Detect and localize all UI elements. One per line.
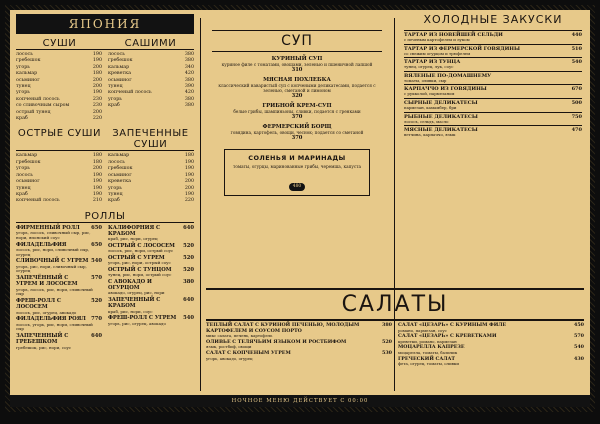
salad-name: ОЛИВЬЕ С ТЕЛЯЧЬИМ ЯЗЫКОМ И РОСТБИФОМ (206, 338, 347, 345)
baked-item-name: угорь (108, 185, 122, 191)
roll-item (16, 298, 102, 310)
sashimi-item-price: 380 (184, 103, 194, 109)
soup-desc: куриное филе с томатами, овощами, зеленью и пшеничной лапшой (221, 62, 373, 67)
sushi-item-price: 190 (92, 90, 102, 96)
sushi-item-name: гребешок (16, 58, 41, 64)
roll-name: ФИРМЕННЫЙ РОЛЛ (16, 224, 80, 231)
cold-desc: ветчина, карпаччо, язык (404, 132, 456, 138)
sushi-item-name: тунец (16, 84, 31, 90)
cold-price: 500 (571, 99, 582, 106)
sashimi-item-price: 380 (184, 58, 194, 64)
spicy-item-price: 180 (92, 159, 102, 165)
roll-name: ФРЕШ-РОЛЛ С ЛОСОСЕМ (16, 298, 62, 311)
cold-desc: со свежим огурцом и трюфелем (404, 50, 471, 56)
roll-desc: краб, рис, нори, соус (108, 308, 153, 314)
cold-desc: томаты, оливки, сыр (404, 77, 447, 83)
roll-desc: авокадо, огурец, рис, нори (108, 290, 165, 296)
salad-desc: моцарелла, томаты, базилик (398, 349, 458, 355)
sushi-item-name: осьминог (16, 77, 40, 83)
spicy-sushi-list (16, 153, 102, 204)
baked-sushi-heading: ЗАПЕЧЕННЫЕ СУШИ (112, 128, 189, 151)
salad-price: 570 (573, 333, 584, 340)
soup-item (212, 56, 382, 73)
soup-name: ГРИБНОЙ КРЕМ-СУП (262, 103, 332, 109)
sushi-item-name: угорь (16, 64, 30, 70)
baked-item-name: осьминог (108, 172, 132, 178)
baked-item-price: 190 (184, 191, 194, 197)
roll-price: 650 (91, 241, 102, 248)
soup-desc: белые грибы, шампиньоны, сливки, подается с гренками (233, 109, 361, 114)
salad-price: 520 (381, 338, 392, 345)
spicy-item-name: кальмар (16, 153, 38, 159)
salads-section (200, 288, 590, 400)
spicy-item-name: тунец (16, 185, 31, 191)
sushi-item-price: 200 (92, 109, 102, 115)
cold-price: 750 (571, 113, 582, 120)
soup-name: ФЕРМЕРСКИЙ БОРЩ (262, 124, 332, 130)
spicy-item-name: копченый лосось (16, 198, 60, 204)
soup-name: МЯСНАЯ ПОХЛЕБКА (263, 77, 331, 83)
salad-desc: угорь, авокадо, огурец (206, 355, 253, 361)
pickles-desc: томаты, огурцы, маринованные грибы, черемша, капуста (233, 164, 361, 169)
roll-desc: угорь, лосось, сливочный сыр, рис, нори, японский соус (16, 229, 91, 240)
soup-item (212, 124, 382, 141)
sushi-item-name: кальмар (16, 71, 38, 77)
baked-item-price: 190 (184, 172, 194, 178)
spicy-item-price: 180 (92, 153, 102, 159)
spicy-item-name: лосось (16, 172, 33, 178)
rolls-left-list (16, 225, 102, 352)
baked-sushi-list (108, 153, 194, 204)
spicy-item-price: 190 (92, 172, 102, 178)
sushi-item-price: 230 (92, 96, 102, 102)
salad-name: САЛАТ «ЦЕЗАРЬ» С КУРИНЫМ ФИЛЕ (398, 322, 507, 328)
roll-price: 540 (91, 258, 102, 265)
roll-name: ОСТРЫЙ С УГРЕМ (108, 254, 165, 261)
sashimi-item-name: креветка (108, 71, 131, 77)
spicy-item-name: угорь (16, 166, 30, 172)
cold-desc: с печеным картофелем и луком (404, 37, 470, 42)
baked-item-row (108, 198, 194, 204)
roll-desc: угорь, рис, огурец, авокадо (108, 320, 166, 326)
roll-name: КАЛИФОРНИЯ С КРАБОМ (108, 224, 161, 237)
baked-item-price: 190 (184, 159, 194, 165)
sushi-list (16, 52, 102, 122)
baked-item-name: краб (108, 198, 120, 204)
spicy-sushi-heading: ОСТРЫЕ СУШИ (17, 128, 102, 140)
sushi-item-price: 180 (92, 71, 102, 77)
sashimi-item-name: копченый лосось (108, 90, 152, 96)
sashimi-heading: САШИМИ (124, 38, 177, 49)
salad-name: ГРЕЧЕСКИЙ САЛАТ (398, 355, 455, 362)
sushi-item-price: 200 (92, 77, 102, 83)
cold-desc: пармезан, камамбер, бри (404, 104, 457, 110)
cold-title: ХОЛОДНЫЕ ЗАКУСКИ (423, 13, 563, 26)
cold-name: МЯСНЫЕ ДЕЛИКАТЕСЫ (404, 127, 478, 134)
sashimi-item-name: кальмар (108, 64, 130, 70)
cold-name: ТАРТАР ИЗ ТУНЦА (404, 59, 461, 66)
pickles-price: 480 (289, 183, 305, 191)
salad-price: 380 (381, 322, 392, 328)
sashimi-item-price: 380 (184, 52, 194, 57)
sushi-item-name: копченый лосось (16, 96, 60, 102)
cold-name: ТАРТАР ИЗ НОВЕЙШЕЙ СЕЛЬДИ (404, 32, 503, 38)
sashimi-item-price: 390 (184, 84, 194, 90)
sushi-item-price: 190 (92, 58, 102, 64)
sushi-item-name: со сливочным сыром (16, 103, 70, 109)
menu-sheet (10, 10, 590, 407)
sashimi-item-name: лосось (108, 52, 125, 57)
salad-desc: микс салата, печень, картофель (206, 333, 273, 339)
roll-desc: лосось, рис, нори, сливочный сыр, огурец (16, 246, 90, 257)
soup-name: КУРИНЫЙ СУП (271, 56, 323, 62)
cold-name: СЫРНЫЕ ДЕЛИКАТЕСЫ (404, 99, 478, 106)
baked-item-price: 180 (184, 153, 194, 159)
roll-item (16, 275, 102, 287)
baked-item-price: 190 (184, 166, 194, 172)
roll-desc: лосось, рис, нори, острый соус (108, 248, 174, 254)
sashimi-item-name: краб (108, 103, 120, 109)
spicy-item-name: краб (16, 191, 28, 197)
spicy-item-price: 210 (92, 198, 102, 204)
soup-desc: классический наваристый суп с копчеными деликатесами, подается с зеленью, сметаной и лимоном (218, 83, 376, 93)
night-menu-footer: НОЧНОЕ МЕНЮ ДЕЙСТВУЕТ С 00:00 (10, 395, 590, 407)
cold-name: ТАРТАР ИЗ ФЕРМЕРСКОЙ ГОВЯДИНЫ (404, 45, 521, 52)
roll-price: 520 (183, 254, 194, 261)
roll-name: С АВОКАДО И ОГУРЦОМ (108, 278, 152, 292)
rolls-right-list (108, 225, 194, 352)
salad-desc: романо, пармезан, соус (398, 327, 447, 333)
japan-column (10, 10, 200, 407)
salad-name: ТЕПЛЫЙ САЛАТ С КУРИНОЙ ПЕЧЕНЬЮ, МОЛОДЫМ КАРТОФЕЛЕМ И СОУСОМ ПОРТО (206, 322, 360, 334)
roll-desc: угорь, лосось, рис, нори, сливочный сыр (16, 286, 93, 297)
soup-item (212, 77, 382, 99)
roll-desc: угорь, рис, нори, острый соус (108, 260, 171, 266)
sushi-item-price: 200 (92, 64, 102, 70)
salad-price: 430 (573, 355, 584, 362)
baked-item-name: кальмар (108, 153, 130, 159)
spicy-item-price: 190 (92, 191, 102, 197)
spicy-item-row (16, 198, 102, 204)
roll-name: ЗАПЕЧЕННЫЙ С ГРЕБЕШКОМ (16, 333, 69, 346)
salads-title: САЛАТЫ (206, 288, 584, 321)
spicy-item-price: 190 (92, 179, 102, 185)
spicy-item-price: 190 (92, 185, 102, 191)
roll-name: ФИЛАДЕЛЬФИЯ РОЯЛ (16, 316, 86, 323)
roll-name: ОСТРЫЙ С ТУНЦОМ (108, 266, 172, 273)
soup-price: 370 (291, 114, 303, 120)
cold-price: 470 (571, 127, 582, 134)
cold-price: 440 (571, 32, 582, 38)
salad-name: МОЦАРЕЛЛА КАПРЕЗЕ (398, 344, 465, 351)
sashimi-item-price: 340 (184, 64, 194, 70)
sashimi-item-price: 420 (184, 90, 194, 96)
baked-item-name: креветка (108, 179, 131, 185)
salad-desc: креветки, романо, пармезан (398, 338, 457, 344)
sashimi-item-price: 380 (184, 77, 194, 83)
sushi-item-price: 230 (92, 103, 102, 109)
salad-name: САЛАТ «ЦЕЗАРЬ» С КРЕВЕТКАМИ (398, 333, 497, 340)
sushi-item-price: 190 (92, 52, 102, 57)
cold-name: РЫБНЫЕ ДЕЛИКАТЕСЫ (404, 113, 478, 120)
roll-price: 640 (91, 333, 102, 340)
baked-item-price: 200 (184, 185, 194, 191)
cold-desc: лосось, сельдь, масло (404, 118, 449, 124)
cold-price: 510 (571, 45, 582, 52)
baked-item-name: тунец (108, 191, 123, 197)
roll-desc: угорь, рис, нори, сливочный сыр, огурец (16, 263, 87, 274)
rolls-heading: РОЛЛЫ (84, 210, 126, 222)
sashimi-item-row (108, 103, 194, 109)
roll-desc: гребешок, рис, нори, соус (16, 344, 72, 350)
sashimi-item-name: угорь (108, 96, 122, 102)
sushi-item-name: острый тунец (16, 109, 51, 115)
roll-price: 770 (91, 316, 102, 323)
spicy-item-name: осьминог (16, 179, 40, 185)
soup-price: 310 (291, 67, 303, 73)
sushi-item-price: 200 (92, 84, 102, 90)
baked-item-name: гребешок (108, 166, 133, 172)
soup-price: 370 (291, 135, 303, 141)
roll-name: ЗАПЕЧЁННЫЙ С УГРЕМ И ЛОСОСЕМ (16, 275, 78, 288)
cold-desc: тунец, огурец, лук, соус (404, 64, 454, 70)
roll-price: 570 (91, 275, 102, 282)
roll-desc: краб, рис, нори, огурец (108, 236, 158, 242)
spicy-item-price: 200 (92, 166, 102, 172)
salad-price: 530 (381, 349, 392, 356)
sashimi-list (108, 52, 194, 122)
japan-title: ЯПОНИЯ (16, 14, 194, 34)
cold-name: ВЯЛЕНЫЕ ПО-ДОМАШНЕМУ (404, 72, 492, 79)
roll-price: 640 (183, 297, 194, 304)
sashimi-item-price: 380 (184, 96, 194, 102)
sushi-item-name: угорь (16, 90, 30, 96)
roll-item (16, 333, 102, 345)
roll-price: 520 (91, 298, 102, 305)
cold-name: КАРПАЧЧО ИЗ ГОВЯДИНЫ (404, 86, 487, 93)
roll-price: 650 (91, 224, 102, 231)
roll-name: ФРЕШ-РОЛЛ С УГРЕМ (108, 315, 177, 322)
soup-title: СУП (212, 30, 382, 52)
soup-desc: говядина, картофель, овощи, чеснок; подается со сметаной (230, 130, 364, 135)
sushi-item-name: лосось (16, 52, 33, 57)
soup-price: 320 (291, 93, 303, 99)
sushi-item-price: 220 (92, 116, 102, 122)
roll-name: ЗАПЕЧЕННЫЙ С КРАБОМ (108, 297, 161, 310)
cold-price: 670 (571, 86, 582, 93)
roll-price: 540 (183, 315, 194, 322)
baked-item-name: лосось (108, 159, 125, 165)
roll-price: 640 (183, 224, 194, 231)
baked-item-price: 200 (184, 179, 194, 185)
roll-price: 380 (183, 278, 194, 285)
salad-name: САЛАТ С КОПЧЕНЫМ УГРЕМ (206, 349, 291, 356)
salad-price: 540 (573, 344, 584, 351)
baked-item-price: 220 (184, 198, 194, 204)
roll-name: ФИЛАДЕЛЬФИЯ (16, 241, 67, 248)
sushi-item-name: краб (16, 116, 28, 122)
salad-price: 450 (573, 322, 584, 328)
roll-item (108, 297, 194, 309)
cold-price: 540 (571, 59, 582, 66)
roll-name: ОСТРЫЙ С ЛОСОСЕМ (108, 242, 175, 249)
sushi-heading: СУШИ (42, 38, 77, 49)
roll-desc: лосось, угорь, рис, нори, сливочный сыр (16, 321, 93, 332)
cold-desc: с рукколой, пармезаном (404, 91, 455, 97)
roll-desc: лосось, рис, огурец, авокадо (16, 309, 77, 315)
spicy-item-name: гребешок (16, 159, 41, 165)
salad-desc: фета, огурец, томаты, оливки (398, 361, 459, 367)
roll-price: 520 (183, 266, 194, 273)
pickles-title: СОЛЕНЬЯ И МАРИНАДЫ (248, 154, 346, 162)
soup-item (212, 103, 382, 120)
roll-desc: тунец, рис, нори, острый соус (108, 272, 172, 278)
roll-price: 520 (183, 242, 194, 249)
sashimi-item-price: 420 (184, 71, 194, 77)
salad-desc: язык, ростбиф, овощи (206, 344, 252, 350)
sashimi-item-name: гребешок (108, 58, 133, 64)
sashimi-item-name: осьминог (108, 77, 132, 83)
sushi-item-row (16, 116, 102, 122)
roll-name: СЛИВОЧНЫЙ С УГРЕМ (16, 258, 89, 265)
sashimi-item-name: тунец (108, 84, 123, 90)
